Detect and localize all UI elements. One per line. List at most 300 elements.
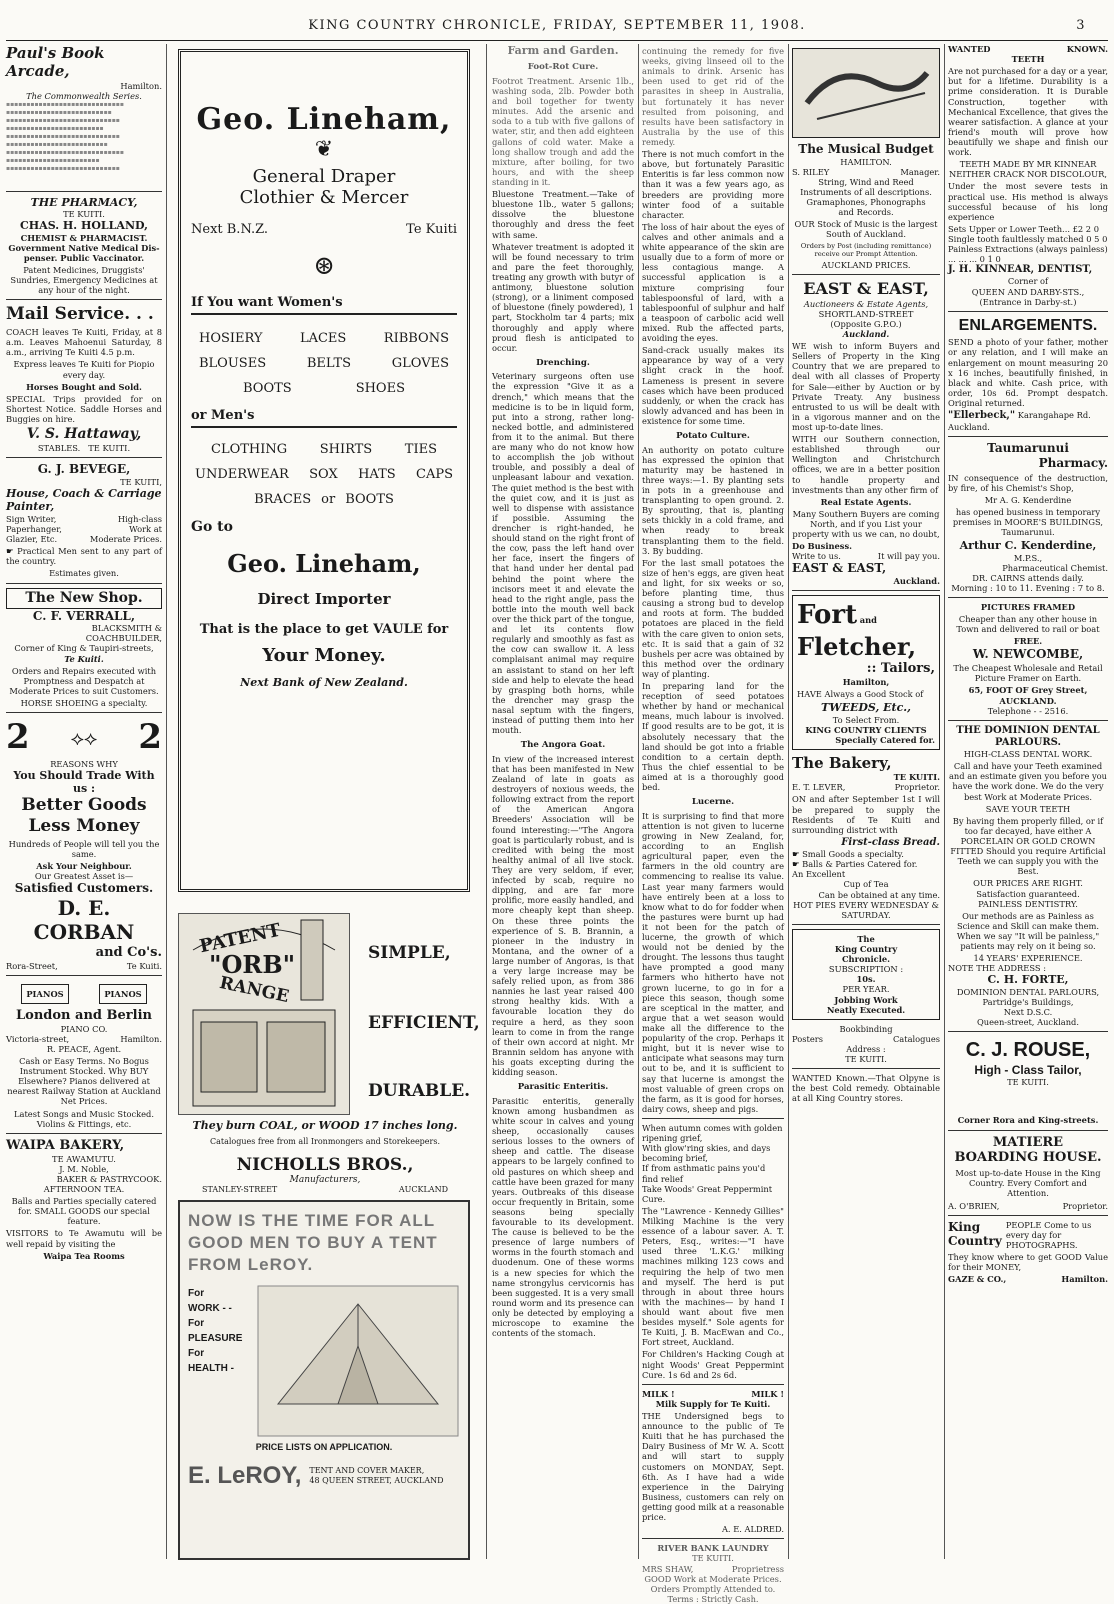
divider [948,1031,1108,1032]
ad-place: Auckland. [893,576,940,587]
ad-role: CHEMIST & PHARMACIST. [20,232,148,243]
ad-name: GAZE & CO., [948,1274,1007,1285]
product-label: SHOES [355,381,405,396]
matiere-boarding-ad [948,1135,1108,1211]
product-label: TIES [404,442,437,457]
article-paragraph: In view of the increased interest that has been manifested in New Zealand of late in goats as destroyers of noxious weeds, the following extract from the report of the American Angora Breeders' Association will be found interesting:—"The Angora goat is particularly robust, and is credited with being the most healthy animal of all live stock. They are very seldom, if ever, infected by scab, require no dipping, and are far more prolific, more easily handled, and more cheaply kept than sheep. On these three points the experience of S. B. Brannin, a pioneer in the industry in Montana, and the owner of a large number of Angoras, is that a very large increase may be safely relied upon, as from 386 nannies he last year raised 400 strong healthy kids. With a favourable location they do require a herd, as they soon learn to come in from the range of their own accord at night. Mr Brannin seldom has anyone with his goats excepting during the kidding season. [492,753,634,1078]
ad-name: E. LeROY, [188,1462,302,1490]
divider [642,1118,784,1119]
ad-place: Te Kuiti [406,222,457,237]
ad-line: AUCKLAND PRICES. [821,260,911,271]
ad-name: C. F. VERRALL, [32,608,136,623]
column-1 [6,44,162,1561]
ad-text: OUR Stock of Music is the largest South of Auckland. [794,219,938,240]
divider [6,975,162,976]
ad-name: E. T. LEVER, [792,782,846,793]
ad-line: If You want Women's [191,295,457,315]
ad-label: WANTED [948,44,991,54]
divider [792,274,940,275]
milk-supply-ad [642,1389,784,1535]
ad-place: TE KUITI. [88,443,131,454]
ad-text: TEETH MADE BY MR KINNEAR NEITHER CRACK NOR DISCOLOUR, [949,159,1107,180]
firebox-door-shape [267,1022,325,1092]
ad-line: Morning : 10 to 11. Evening : 7 to 8. [951,583,1105,594]
ornament-icon: ❦ [314,137,334,162]
article-heading: Foot-Rot Cure. [527,62,599,73]
ad-line: Victoria-street, [6,1033,70,1044]
ad-line: Ask Your Neighbour. [36,861,132,872]
ad-title: Country [948,1234,1002,1249]
divider [642,1384,784,1385]
ad-line: SAVE YOUR TEETH [985,803,1071,814]
ad-name: Fletcher, [797,631,917,661]
pointing-hand-icon: ☛ [6,546,14,557]
ad-place: Hamilton. [1061,1274,1108,1285]
ad-line: Next B.N.Z. [191,222,269,237]
ad-line: TENT AND COVER MAKER, [309,1465,425,1475]
divider [6,583,162,584]
chimney-shape [301,920,323,1000]
ad-role: :: Tailors, [866,661,935,677]
ad-text: Our methods are as Painless as Science and Skill can make them. When we say "It will be painless," patients may rely on it being so. [956,910,1100,952]
leroy-tent-ad [178,1200,470,1560]
ad-label: RANGE [217,972,291,1008]
ad-name: Mr A. G. Kenderdine [984,494,1072,505]
divider [948,436,1108,437]
picture-framing-ad [948,602,1108,716]
ad-place: TE KUITI. [692,1553,734,1564]
ad-place: AUCKLAND [398,1185,448,1194]
ad-place: TE KUITI. [1007,1077,1049,1088]
ad-text: Call and have your Teeth examined and an estimate given you before you have the work done. We do the very best Work at Moderate Prices. [948,761,1108,802]
tent-illustration [258,1286,458,1436]
ad-text: Cash or Easy Terms. No Bogus Instrument Stocked. Why BUY Elsewhere? Pianos delivered at nearest Railway Station at Auckland Net Prices. [7,1056,161,1107]
ad-line: Next Bank of New Zealand. [240,676,408,689]
pointing-hand-icon: ☛ [792,849,800,860]
ad-line: FREE. [1013,636,1043,647]
ad-text: Hundreds of People will tell you the same. [8,838,160,860]
ad-title: Chronicle. [841,954,891,965]
ad-line: NOTE THE ADDRESS : [948,963,1047,974]
price-line: Sets Upper or Lower Teeth... £2 2 0 [948,223,1099,234]
column-3 [492,44,634,1561]
ad-line: Do Business. [792,541,853,552]
ad-role: Proprietor. [894,782,940,793]
ad-title: Milk Supply for Te Kuiti. [655,1398,771,1409]
oven-door-shape [201,1022,257,1092]
poem-verse [642,1123,784,1204]
ad-line: Direct Importer [257,590,391,608]
ad-line: Specially Catered for. [835,734,935,745]
ad-place: TE AWAMUTU. [52,1153,116,1164]
article-paragraph: Sand-crack usually makes its appearance by way of a very slight crack in the hoof. Lameness is present in severe cases which have been produced suddenly, or when the crack has slowly advanced and has been in existence for some time. [642,345,784,426]
ad-name: NICHOLLS BROS., [236,1155,414,1175]
ad-number: 2 [138,717,162,758]
ad-line: Moderate Prices. [89,534,162,545]
verse-line: When autumn comes with golden ripening grief, [642,1123,783,1144]
ad-line: Telephone - - 2516. [987,705,1069,716]
ad-text: Express leaves Te Kuiti for Piopio every day. [13,359,155,380]
ad-text: VISITORS to Te Awamutu will be well repaid by visiting the [6,1228,162,1249]
ad-line: HIGH-CLASS DENTAL WORK. [963,749,1093,760]
ad-line: 65, FOOT OF Grey Street, AUCKLAND. [968,685,1088,706]
ad-title: Pharmacy. [1038,456,1108,471]
ad-place: TE KUITI. [893,772,940,783]
column-rule [638,44,639,1559]
ad-line: Cup of Tea [843,879,889,890]
ad-line: (Entrance in Darby-st.) [979,296,1077,307]
mail-service-ad [6,304,162,453]
bevege-painter-ad [6,462,162,578]
ad-title: THE DOMINION DENTAL PARLOURS. [956,724,1100,748]
ad-line: HOT PIES EVERY WEDNESDAY & SATURDAY. [793,899,939,920]
ad-line: GOOD Work at Moderate Prices. [644,1573,782,1584]
ad-text: The Cheapest Wholesale and Retail Picture Framer on Earth. [953,663,1103,684]
product-label: UNDERWEAR [195,467,289,482]
violin-illustration [792,48,940,138]
ad-title: Mail Service. . . [6,304,154,325]
ad-title: MATIERE [992,1134,1064,1150]
ad-feature: EFFICIENT, [368,1013,480,1033]
verse-line: If from asthmatic pains you'd find relief [642,1163,766,1184]
ad-text: Orders by Post (including remittance) receive our Prompt Attention. [800,241,932,258]
ad-title: ENLARGEMENTS. [958,316,1098,334]
ad-title: King [948,1219,981,1234]
violin-svg [797,53,935,131]
ad-line: Estimates given. [49,568,119,579]
ad-name: MRS SHAW, [642,1563,694,1574]
ad-line: SHORTLAND-STREET [818,308,914,319]
article-heading: Parasitic Enteritis. [517,1082,609,1093]
ad-text: THE Undersigned begs to announce to the public of Te Kuiti that he has purchased the Dairy Business of Mr W. A. Scott and will start to supply customers on MONDAY, Sept. 6th. As I have had a wide experience in the Dairying Business, customers can rely on getting good milk at a reasonable price. [642,1410,784,1523]
ad-line: Bookbinding [839,1023,893,1034]
ad-line: For [188,1288,205,1300]
ad-line: PLEASURE [188,1333,243,1345]
ad-text: IN consequence of the destruction, by fire, of his Chemist's Shop, [948,472,1108,493]
ad-line: PAINLESS DENTISTRY. [978,898,1078,909]
new-shop-ad [6,588,162,709]
kinnear-dentist-ad [948,44,1108,307]
ad-line: They burn COAL, or WOOD 17 inches long. [192,1119,458,1132]
ad-label: MILK ! [751,1388,784,1399]
ad-label: PIANOS [21,984,68,1004]
product-label: GLOVES [391,356,449,371]
ad-name: Arthur C. Kenderdine, [959,539,1097,553]
ad-text: Are not purchased for a day or a year, but for a lifetime. Durability is a prime consideration. It is Durable Construction, together with Mechanical Excellence, that gives the wearer satisfaction. A glance at your friend's mouth will prove how beautifully we shape and finish our work. [948,66,1108,158]
ad-line: STANLEY-STREET [202,1185,278,1194]
ad-headline: TWEEDS, Etc., [821,701,911,715]
ad-headline: NOW IS THE TIME FOR ALL GOOD MEN TO BUY A TENT FROM LeROY. [188,1211,438,1275]
ad-line: You Should Trade With us : [13,768,155,796]
ad-line: High-class [117,513,162,524]
ad-name: CHAS. H. HOLLAND, [20,219,148,233]
ad-name: A. O'BRIEN, [948,1200,1000,1211]
ad-line: Small Goods a specialty. [802,849,904,860]
ad-role: Proprietress [731,1563,784,1574]
section-title: Farm and Garden. [507,44,619,57]
article-paragraph: Parasitic enteritis, generally known among husbandmen as white scour in calves and young sheep, occasionally causes serious losses to the owners of sheep and cattle. The disease appears to be largely confined to old pastures on which sheep and cattle have been grazed for many years. Outbreaks of this disease occur frequently in Britain, some seasons being specially favourable to its development. The cause is believed to be the presence of large numbers of worms in the fourth stomach and duodenum. One of these worms is a new species for which the name strongylus cervicornis has been suggested. It is a very small round worm and its presence can only be detected by employing a microscope to examine the contents of the stomach. [492,1095,634,1339]
column-rule [788,44,789,1559]
ad-line: String, Wind and Reed [818,176,914,187]
stove-illustration [178,913,350,1115]
ad-line: (Opposite G.P.O.) [830,318,902,329]
article-paragraph: Whatever treatment is adopted it will be found necessary to trim and pare the feet thoroughly, treating any growth with butyr of antimony, bluestone solution (strong), or a liniment composed of bluestone (finely powdered), 1 part, Stockholm tar 4 parts; mix thoroughly and apply where proud flesh is anticipated to occur. [492,241,634,353]
article-paragraph: Bluestone Treatment.—Take of bluestone 1lb., water 5 gallons; dissolve the bluestone thoroughly and dress the feet with same. [492,189,634,240]
ad-line: Partridge's Buildings, [982,996,1074,1007]
ad-title: The New Shop. [6,588,162,609]
ad-title: The Musical Budget [798,142,934,156]
ad-line: Waipa Tea Rooms [43,1250,125,1261]
faded-book-list: ▪▪▪▪▪▪▪▪▪▪▪▪▪▪▪▪▪▪▪▪▪▪▪▪▪▪▪▪▪ ▪▪▪▪▪▪▪▪▪▪▪▪▪▪▪▪▪▪▪▪▪▪▪▪▪▪ ▪▪▪▪▪▪▪▪▪▪▪▪▪▪▪▪▪▪▪▪▪▪▪▪▪▪▪▪ ▪▪▪▪▪▪▪▪▪▪▪▪▪▪▪▪▪▪▪▪▪▪▪▪ ▪▪▪▪▪▪▪▪▪▪▪▪▪▪▪▪▪▪▪▪▪▪▪▪▪▪▪▪ ▪▪▪▪▪▪▪▪▪▪▪▪▪▪▪▪▪▪▪▪▪▪▪▪▪ ▪▪▪▪▪▪▪▪▪▪▪▪▪▪▪▪▪▪▪▪▪▪▪▪▪▪▪▪▪ ▪▪▪▪▪▪▪▪▪▪▪▪▪▪▪▪▪▪▪▪▪▪▪ ▪▪▪▪▪▪▪▪▪▪▪▪▪▪▪▪▪▪▪▪▪▪▪▪▪▪▪▪ [6,100,124,172]
ad-line: R. PEACE, Agent. [46,1043,122,1054]
divider [642,1538,784,1539]
ad-text: PEOPLE Come to us every day for PHOTOGRAPHS. [1005,1219,1092,1250]
ad-signature: A. E. ALDRED. [721,1524,784,1535]
ad-line: Posters [792,1033,823,1044]
ad-name: Fort [797,600,858,631]
ad-line: Gramaphones, Phonographs [806,197,926,208]
ad-title: EAST & EAST, [803,279,929,299]
ad-line: or Men's [191,408,457,428]
ad-line: To Select From. [832,714,900,725]
ad-line: For [188,1348,205,1360]
ad-line: Manufacturers, [289,1175,361,1185]
ad-line: HORSE SHOEING a specialty. [20,697,148,708]
laundry-ad [642,1543,784,1604]
pharmacy-ad [6,196,162,296]
ad-line: Terms : Strictly Cash. [667,1593,759,1604]
ad-text: SPECIAL Trips provided for on Shortest Notice. Saddle Horses and Buggies on hire. [6,393,162,424]
ad-text: Catalogues free from all Ironmongers and Storekeepers. [210,1137,440,1146]
ad-title: The [857,933,875,944]
ad-line: An Excellent [792,869,846,880]
ad-text: Orders and Repairs executed with Promptness and Despatch at Moderate Prices to suit Customers. [9,665,159,696]
ad-title: RIVER BANK LAUNDRY [657,1543,769,1554]
ad-line: Rora-Street, [6,960,58,971]
ad-line: General Draper [252,166,396,187]
ad-line: PRICE LISTS ON APPLICATION. [255,1442,393,1453]
ad-line: Address : [846,1043,886,1054]
product-label: BRACES [254,492,312,507]
ad-line: HEALTH - [188,1363,234,1375]
monogram-icon: ⊛ [313,251,335,281]
ad-place: Hamilton, [842,677,890,687]
ad-place: TE KUITI. [63,209,105,220]
product-label: CLOTHING [211,442,288,457]
ad-name: Geo. Lineham, [196,102,452,137]
ad-place: Auckland. [842,329,890,340]
column-4 [642,44,784,1604]
column-rule [166,44,167,1559]
ad-role: Pharmaceutical Chemist. [1002,562,1108,573]
ad-name: D. E. CORBAN [33,896,135,945]
article-paragraph: Veterinary surgeons often use the expression "Give it as a drench," which means that the medicine is to be in liquid form, put into a strong, rather long-necked bottle, and administered from it to the animal. But there are many who do not know how to accomplish the job without trouble, and possibly a deal of unpleasant labour and vexation. The quiet method is the best with the quiet cow, and it is just as well to dispense with assistance if possible. Assuming the drencher is right-handed, he should stand on the right front of the cow, pass the left hand over her face, insert the fingers of that hand under her dental pad behind the point where the incisors meet it and elevate the head to the right angle, pass the bottle into the mouth well back over the thick part of the tongue, and let its contents flow regularly and smoothly as fast as the cow can swallow it. A less complaisant animal may require an assistant to stand on her left side and help to elevate the head by grasping both horns, while the drencher may grasp the nasal septum with the fingers, instead of putting them into her mouth. [492,371,634,736]
ad-line: It will pay you. [877,551,940,562]
ad-text: Balls and Parties specially catered for. SMALL GOODS our special feature. [11,1196,157,1227]
ad-line: Corner of King & Taupiri-streets, [14,643,154,654]
divider [948,311,1108,312]
ad-price: 10s. [856,974,876,985]
ad-trade: House, Coach & Carriage Painter, [6,487,162,514]
divider [6,712,162,713]
ad-line: Instruments of all descriptions. [800,186,932,197]
ad-text: By having them properly filled, or if too far decayed, have either A PORCELAIN OR GOLD CROWN FITTED Should you require Artificial Teeth we can supply you with the Best. [950,815,1106,877]
article-heading: Lucerne. [691,797,735,808]
ad-headline: Better Goods [21,795,147,816]
ad-text: Most up-to-date House in the King Country. Every Comfort and Attention. [955,1168,1101,1199]
ad-role: BAKER & PASTRYCOOK. [56,1173,162,1184]
divider [6,299,162,300]
ad-line: Corner Rora and King-streets. [957,1115,1099,1126]
article-paragraph: It is surprising to find that more attention is not given to lucerne growing in New Zealand, for, according to an English agricultural paper, even the farmers in the old country are commencing to realise its value. Last year many farmers would have entirely been at a loss to know what to do for fodder when the pastures were burnt up had it not been for the patch of lucerne, the growth of which would not be denied by the drought. The lessons thus taught have prompted a good many farmers who hitherto have not grown lucerne, to go in for a piece this season, though some are sceptical in the matter, and argue that a wet season would make all the difference to the popularity of the crop. Perhaps it might, but it is never wise to anticipate what seasons may turn out to be, and it is sufficient to say that lucerne is amongst the most valuable of green crops on the farm, as it is good for horses, dairy cows, sheep and pigs. [642,810,784,1114]
ad-line: Corner of [1007,276,1049,287]
ad-place: Hamilton. [120,1033,162,1044]
ad-title: THE PHARMACY, [30,195,138,209]
ad-line: Queen-street, Auckland. [976,1017,1079,1028]
ad-name: S. RILEY [792,166,830,177]
column-6 [948,44,1108,1561]
ad-line: REASONS WHY [50,758,118,769]
ad-line: For [188,1318,205,1330]
ad-line: Satisfaction guaranteed. [976,888,1080,899]
ad-text: Patent Medicines, Druggists' Sundries, Emergency Medicines at any hour of the night. [10,265,158,296]
ad-line: and [859,615,877,626]
rouse-tailor-ad [948,1038,1108,1125]
ad-text: HAVE Always a Good Stock of [797,689,924,700]
article-paragraph: There is not much comfort in the above, but fortunately Parasitic Enteritis is far less common now than it was a few years ago, as breeders are providing more winter food of a suitable character. [642,149,784,220]
dominion-dental-ad [948,725,1108,1028]
pauls-book-arcade-ad [6,44,162,187]
ad-place: Te Kuiti. [126,960,162,971]
ad-name: G. J. BEVEGE, [37,462,131,477]
product-label: CAPS [416,467,453,482]
divider [6,1133,162,1134]
ad-text: WE wish to inform Buyers and Sellers of Property in the King Country that we are prepared to deal with all classes of Property for Sale—either by Auction or by Private Treaty. Any business entrusted to us will be dealt with in a vigorous manner and on the most up-to-date lines. [792,341,940,432]
ad-text: has opened business in temporary premises in MOORE'S BUILDINGS, Taumarunui. [952,506,1104,538]
ad-name: "Ellerbeck," [948,410,1016,422]
ad-line: penser. Public Vaccinator. [23,252,145,263]
ad-text: WANTED Known.—That Olpyne is the best Cold remedy. Obtainable at all King Country stores. [792,1073,940,1104]
ad-label: PATENT [197,919,283,958]
ad-line: Glazier, Etc. [6,534,58,545]
verse-line: With glow'ring skies, and days becoming brief, [642,1143,771,1164]
ad-title: London and Berlin [16,1007,152,1023]
ad-place: Hamilton. [120,80,162,91]
ad-line: Sign Writer, [6,513,57,524]
divider [792,1068,940,1069]
bow-shape [817,93,925,119]
ad-line: Orders Promptly Attended to. [650,1583,776,1594]
article-paragraph: In preparing land for the reception of seed potatoes whether by hand or mechanical means, much labour is involved. If good results are to be got, it is absolutely necessary that the land should be got into a friable condition to a certain depth. Thus the chief essential to be aimed at is a thoroughly good bed. [642,681,784,793]
article-paragraph: For Children's Hacking Cough at night Woods' Great Peppermint Cure. 1s 6d and 2s 6d. [642,1349,784,1380]
ad-line: Catalogues [892,1033,940,1044]
ad-line: That is the place to get VAULE for [199,622,449,637]
musical-budget-ad [792,142,940,270]
column-5 [792,44,940,1561]
ad-feature: SIMPLE, [368,943,451,963]
ad-title: TEETH [1011,54,1045,65]
chronicle-ad [792,929,940,1020]
lineham-draper-ad [178,49,470,892]
ad-line: Our Greatest Asset is— [34,871,134,882]
product-label: BELTS [306,356,352,371]
ad-title: EAST & EAST, [792,561,887,576]
ad-name: V. S. Hattaway, [26,426,142,443]
column-rule [486,44,487,1559]
product-label: HATS [358,467,396,482]
ad-line: Neatly Executed. [826,1004,906,1015]
ad-subtitle: The Commonwealth Series. [26,90,142,101]
divider [792,924,940,925]
ad-feature: DURABLE. [368,1081,471,1101]
ad-line: Work at [129,523,162,534]
ad-title: BOARDING HOUSE. [954,1150,1102,1166]
ad-line: DOMINION DENTAL PARLOURS, [956,986,1100,997]
ad-line: and Records. [838,207,894,218]
ad-line: QUEEN AND DARBY-STS., [971,286,1085,297]
article-paragraph: continuing the remedy for five weeks, giving linseed oil to the animals to drink. Arsenic has been used to get rid of the parasites in sheep in Australia, but fortunately it has never resulted from poisoning, and results have been satisfactory in Australia by the use of this remedy. [642,46,784,147]
ad-line: STABLES. [37,443,81,454]
ad-line: Balls & Parties Catered for. [802,859,918,870]
article-paragraph: An authority on potato culture has expressed the opinion that maturity may be hastened in three ways:—1. By planting sets in pots in a greenhouse and transplanting to open ground. 2. By sprouting, that is, planting sets thickly in a cold frame, and when ready to break transplanting them to the field. 3. By budding. [642,444,784,556]
ad-label: MILK ! [642,1388,675,1399]
ad-name: Geo. Lineham, [227,549,421,578]
product-label: or [321,492,336,507]
ad-line: Write to us. [792,551,841,562]
gaze-photo-ad [948,1220,1108,1285]
article-paragraph: Footrot Treatment. Arsenic 1lb., washing soda, 2lb. Powder both and boil together for twenty minutes. Add the arsenic and soda to a tub with five gallons of water, stir, and then add eighteen gallons of cold water. Make a long shallow trough and add the mixture, after boiling, for two hours, and with the sheep standing in it. [492,75,634,187]
ad-name: and Co's. [95,944,162,960]
article-paragraph: The loss of hair about the eyes of calves and other animals and a white appearance of the skin are usually due to a form of more or less contagious mange. A successful application is a mixture comprising four tablespoonsful of lard, with a tablespoonful of sulphur and half a teaspoon of carbolic acid well mixed. Rub the affected parts, avoiding the eyes. [642,221,784,344]
ad-text: SEND a photo of your father, mother or any relation, and I will make an enlargement on mount measuring 20 x 16 inches, beautifully finished, in black and white. Cash price, with order, 10s 6d. Prompt despatch. Original returned. [948,337,1108,408]
article-paragraph: For the last small potatoes the size of hen's eggs, are given heat and light, for six weeks or so, before planting time, thus causing a strong bud to develop and roots at form. The budded potatoes are placed in the field with the care given to onion sets, etc. It is said that a gain of 32 bushels per acre was obtained by this method over the ordinary way of planting. [642,557,784,679]
ad-headline: Satisfied Customers. [14,881,154,896]
divider [948,1215,1108,1216]
piano-ad [6,980,162,1129]
fort-fletcher-ad [792,595,940,750]
ad-headline: "ORB" [209,950,296,979]
ad-line: M.P.S., [1013,552,1043,563]
taumarunui-pharmacy-ad [948,441,1108,593]
ad-line: Government Native Medical Dis- [8,242,160,253]
product-label: BOOTS [243,381,292,396]
ad-label: KNOWN. [1066,44,1108,54]
ad-line: Jobbing Work [834,994,898,1005]
product-label: BLOUSES [199,356,267,371]
ad-line: PIANO CO. [60,1023,108,1034]
ad-name: C. J. ROUSE, [965,1039,1091,1062]
ad-text: Under the most severe tests in practical use. His method is always successful because of his long experience [948,181,1108,222]
price-line: Single tooth faultlessly matched 0 5 0 [948,233,1108,244]
ad-place: Te Kuiti. [64,653,104,664]
ad-number: 2 [6,717,30,758]
page-number: 3 [1076,18,1086,33]
ad-name: C. H. FORTE, [987,973,1069,987]
ad-line: DR. CAIRNS attends daily. [972,572,1084,583]
ad-headline: First-class Bread. [841,836,940,848]
header-rule [6,40,1108,41]
ad-line: 48 QUEEN STREET, AUCKLAND [309,1476,444,1486]
product-label: LACES [299,331,347,346]
orb-range-ad [172,903,478,1193]
ad-place: TE KUITI, [120,476,162,487]
article-heading: Drenching. [536,357,590,368]
ad-role: High - Class Tailor, [974,1062,1082,1077]
ad-role: Manager. [900,166,940,177]
ad-text: They know where to get GOOD Value for their MONEY, [948,1251,1108,1273]
ad-headline: Less Money [28,816,140,837]
ad-role: BLACKSMITH & [91,623,162,634]
